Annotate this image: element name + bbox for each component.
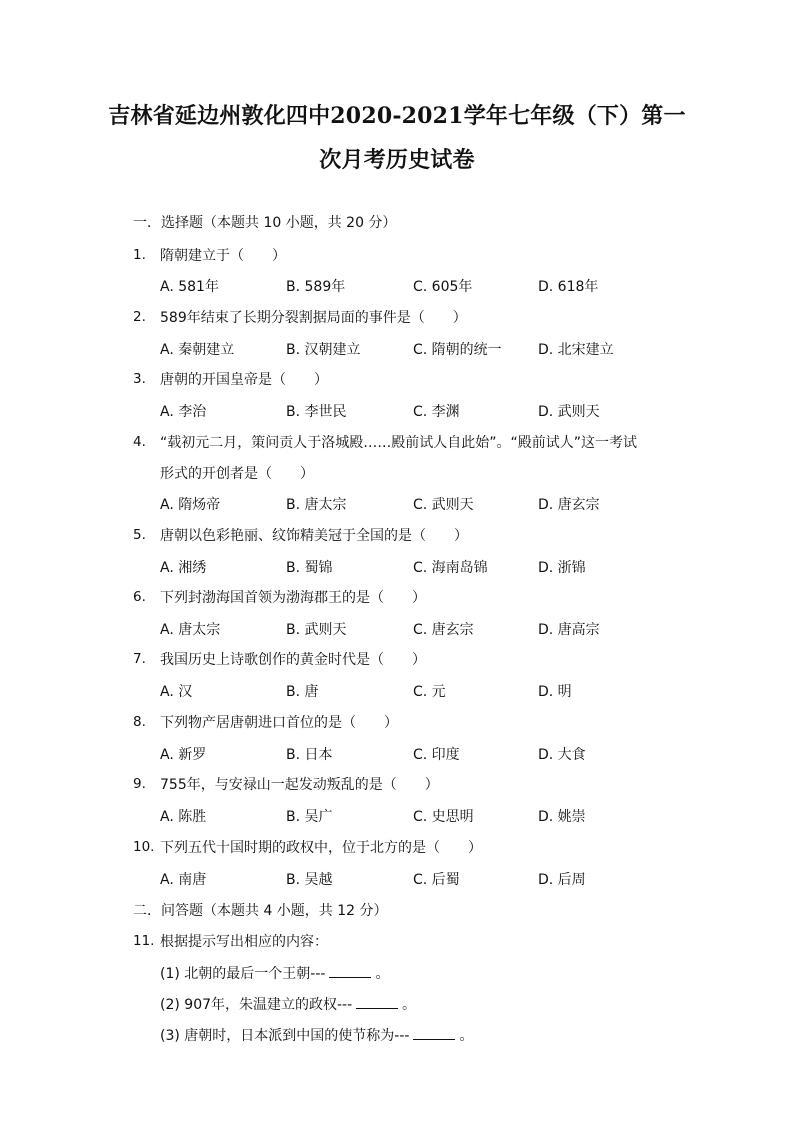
- option-b: B. 日本: [286, 747, 333, 763]
- sub-question: [160, 1025, 473, 1045]
- option-b: B. 汉朝建立: [286, 342, 361, 358]
- option-d: D. 大食: [538, 747, 586, 763]
- question-text: 唐朝以色彩艳丽、纹饰精美冠于全国的是（ ）: [160, 528, 468, 544]
- question-number: 10.: [133, 839, 155, 855]
- sub-question-end: 。: [402, 997, 417, 1013]
- option-a: A. 湘绣: [160, 560, 207, 576]
- option-a: A. 581年: [160, 279, 219, 295]
- title-line-1: 吉林省延边州敦化四中2020-2021学年七年级（下）第一: [108, 103, 686, 129]
- answer-blank[interactable]: [356, 996, 398, 1009]
- option-d: D. 后周: [538, 872, 586, 888]
- option-a: A. 新罗: [160, 747, 207, 763]
- option-d: D. 唐玄宗: [538, 497, 600, 513]
- question-text: 唐朝的开国皇帝是（ ）: [160, 372, 328, 388]
- option-b: B. 唐: [286, 684, 319, 700]
- option-c: C. 史思明: [413, 809, 474, 825]
- question-text: 我国历史上诗歌创作的黄金时代是（ ）: [160, 652, 426, 668]
- sub-question-end: 。: [375, 966, 390, 982]
- option-d: D. 武则天: [538, 404, 600, 420]
- option-c: C. 海南岛锦: [413, 560, 488, 576]
- question-number: 8.: [133, 714, 146, 730]
- question-text-continued: 形式的开创者是（ ）: [160, 466, 314, 482]
- option-a: A. 唐太宗: [160, 622, 221, 638]
- question-text: 下列封渤海国首领为渤海郡王的是（ ）: [160, 590, 426, 606]
- question-number: 7.: [133, 651, 146, 667]
- option-c: C. 后蜀: [413, 872, 460, 888]
- option-d: D. 北宋建立: [538, 342, 614, 358]
- question-number: 3.: [133, 371, 146, 387]
- section-heading-choice: 一．选择题（本题共 10 小题，共 20 分）: [133, 215, 397, 231]
- question-number: 11.: [133, 933, 155, 949]
- question-text: 589年结束了长期分裂割据局面的事件是（ ）: [160, 310, 467, 326]
- option-b: B. 唐太宗: [286, 497, 347, 513]
- question-text: 下列五代十国时期的政权中，位于北方的是（ ）: [160, 840, 482, 856]
- option-c: C. 唐玄宗: [413, 622, 474, 638]
- option-a: A. 秦朝建立: [160, 342, 235, 358]
- sub-question: [160, 994, 416, 1014]
- option-b: B. 李世民: [286, 404, 347, 420]
- option-d: D. 618年: [538, 279, 599, 295]
- option-a: A. 汉: [160, 684, 193, 700]
- section-heading-answer: 二．问答题（本题共 4 小题，共 12 分）: [133, 903, 388, 919]
- option-d: D. 浙锦: [538, 560, 586, 576]
- sub-question-text: (2) 907年，朱温建立的政权---: [160, 997, 353, 1013]
- title-line-2: 次月考历史试卷: [319, 147, 475, 173]
- option-a: A. 陈胜: [160, 809, 207, 825]
- option-c: C. 李渊: [413, 404, 460, 420]
- option-d: D. 唐高宗: [538, 622, 600, 638]
- option-b: B. 589年: [286, 279, 346, 295]
- question-text: 隋朝建立于（ ）: [160, 248, 286, 264]
- sub-question-text: (1) 北朝的最后一个王朝---: [160, 966, 326, 982]
- question-number: 5.: [133, 527, 146, 543]
- option-b: B. 吴越: [286, 872, 333, 888]
- question-number: 2.: [133, 309, 146, 325]
- answer-blank[interactable]: [413, 1027, 455, 1040]
- question-text: “载初元二月，策问贡人于洛城殿……殿前试人自此始”。“殿前试人”这一考试: [160, 435, 638, 451]
- question-number: 1.: [133, 247, 146, 263]
- question-number: 9.: [133, 776, 146, 792]
- question-text: 下列物产居唐朝进口首位的是（ ）: [160, 715, 398, 731]
- question-number: 4.: [133, 434, 146, 450]
- option-d: D. 明: [538, 684, 572, 700]
- option-c: C. 武则天: [413, 497, 474, 513]
- question-number: 6.: [133, 589, 146, 605]
- option-c: C. 元: [413, 684, 446, 700]
- option-d: D. 姚崇: [538, 809, 586, 825]
- sub-question-end: 。: [459, 1028, 474, 1044]
- option-a: A. 李治: [160, 404, 207, 420]
- option-c: C. 隋朝的统一: [413, 342, 502, 358]
- option-c: C. 印度: [413, 747, 460, 763]
- sub-question-text: (3) 唐朝时，日本派到中国的使节称为---: [160, 1028, 410, 1044]
- option-c: C. 605年: [413, 279, 473, 295]
- option-b: B. 吴广: [286, 809, 333, 825]
- option-a: A. 南唐: [160, 872, 207, 888]
- question-text: 根据提示写出相应的内容：: [160, 934, 328, 950]
- option-a: A. 隋炀帝: [160, 497, 221, 513]
- option-b: B. 蜀锦: [286, 560, 333, 576]
- option-b: B. 武则天: [286, 622, 347, 638]
- sub-question: [160, 963, 389, 983]
- question-text: 755年，与安禄山一起发动叛乱的是（ ）: [160, 777, 439, 793]
- answer-blank[interactable]: [329, 965, 371, 978]
